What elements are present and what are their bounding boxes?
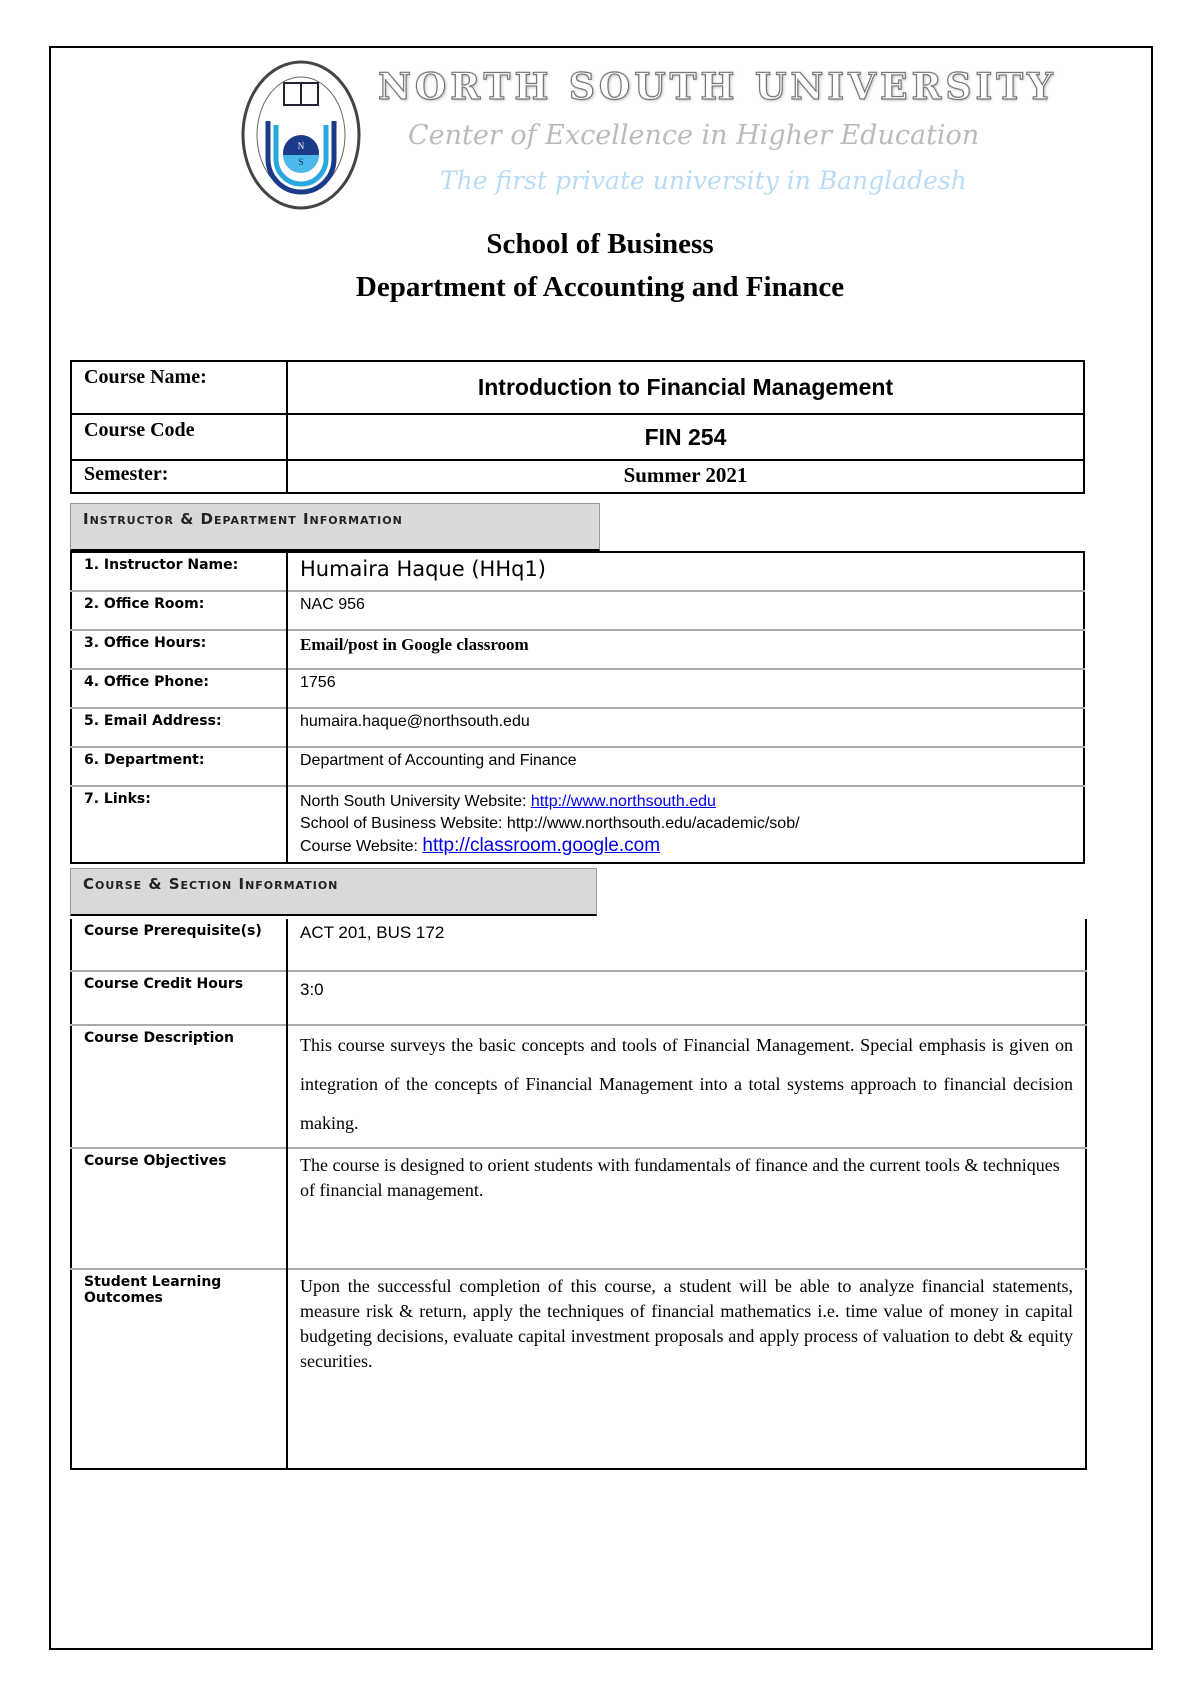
row-label: 2. Office Room: xyxy=(71,591,287,630)
nsu-website-link[interactable]: http://www.northsouth.edu xyxy=(530,793,716,810)
table-row xyxy=(71,669,1084,708)
table-row xyxy=(71,361,1084,414)
row-label: Course Prerequisite(s) xyxy=(71,919,287,971)
row-label: 1. Instructor Name: xyxy=(71,552,287,591)
row-label: Student Learning Outcomes xyxy=(71,1269,287,1469)
svg-text:S: S xyxy=(298,157,304,167)
credit-hours: 3:0 xyxy=(287,971,1086,1025)
table-row xyxy=(71,1025,1086,1148)
row-label: Course Description xyxy=(71,1025,287,1148)
semester: Summer 2021 xyxy=(287,460,1084,493)
table-row xyxy=(71,552,1084,591)
course-info-table xyxy=(70,360,1085,494)
table-row xyxy=(71,630,1084,669)
course-objectives: The course is designed to orient students with fundamentals of finance and the current tools & techniques of financial management. xyxy=(287,1148,1086,1269)
course-website-link[interactable]: http://classroom.google.com xyxy=(422,835,661,856)
row-label: 7. Links: xyxy=(71,786,287,863)
university-name: NORTH SOUTH UNIVERSITY xyxy=(378,66,1057,108)
row-label: 3. Office Hours: xyxy=(71,630,287,669)
table-row xyxy=(71,786,1084,863)
semester-label: Semester: xyxy=(71,460,287,493)
link-label: Course Website: xyxy=(300,838,423,855)
course-section-table xyxy=(70,919,1087,1470)
learning-outcomes: Upon the successful completion of this course, a student will be able to analyze financial statements, measure risk & return, apply the techniques of financial mathematics i.e. time value of money in capital budgeting decisions, evaluate capital investment proposals and apply process of valuation to debt & equity securities. xyxy=(287,1269,1086,1469)
link-label: North South University Website: xyxy=(300,793,531,810)
table-row xyxy=(71,1148,1086,1269)
table-row xyxy=(71,919,1086,971)
table-row xyxy=(71,971,1086,1025)
row-label: Course Credit Hours xyxy=(71,971,287,1025)
row-label: 6. Department: xyxy=(71,747,287,786)
course-name: Introduction to Financial Management xyxy=(287,361,1084,414)
row-label: 5. Email Address: xyxy=(71,708,287,747)
email-address: humaira.haque@northsouth.edu xyxy=(287,708,1084,747)
table-row xyxy=(71,591,1084,630)
university-seal-logo xyxy=(240,59,362,211)
instructor-name: Humaira Haque (HHq1) xyxy=(300,557,546,581)
department-title: Department of Accounting and Finance xyxy=(355,271,845,303)
table-row xyxy=(71,1269,1086,1469)
table-row xyxy=(71,708,1084,747)
row-label: 4. Office Phone: xyxy=(71,669,287,708)
office-phone: 1756 xyxy=(287,669,1084,708)
school-title: School of Business xyxy=(486,228,714,260)
department: Department of Accounting and Finance xyxy=(287,747,1084,786)
prerequisites: ACT 201, BUS 172 xyxy=(287,919,1086,971)
row-label: Course Objectives xyxy=(71,1148,287,1269)
course-section-heading: Course & Section Information xyxy=(70,868,597,916)
svg-text:N: N xyxy=(297,141,305,151)
tagline-first-private: The first private university in Bangladesh xyxy=(440,166,967,195)
course-name-label: Course Name: xyxy=(71,361,287,414)
table-row xyxy=(71,747,1084,786)
office-hours: Email/post in Google classroom xyxy=(287,630,1084,669)
instructor-section-heading: Instructor & Department Information xyxy=(70,503,600,551)
tagline-excellence: Center of Excellence in Higher Education xyxy=(408,120,980,151)
links-cell xyxy=(287,786,1084,863)
table-row xyxy=(71,414,1084,460)
table-row xyxy=(71,460,1084,493)
instructor-table xyxy=(70,551,1085,864)
course-code-label: Course Code xyxy=(71,414,287,460)
sob-website-text: School of Business Website: http://www.northsouth.edu/academic/sob/ xyxy=(300,815,800,832)
office-room: NAC 956 xyxy=(287,591,1084,630)
course-code: FIN 254 xyxy=(287,414,1084,460)
course-description: This course surveys the basic concepts and tools of Financial Management. Special emphasis is given on integration of the concepts of Financial Management into a total systems approach to financial decision making. xyxy=(287,1025,1086,1148)
